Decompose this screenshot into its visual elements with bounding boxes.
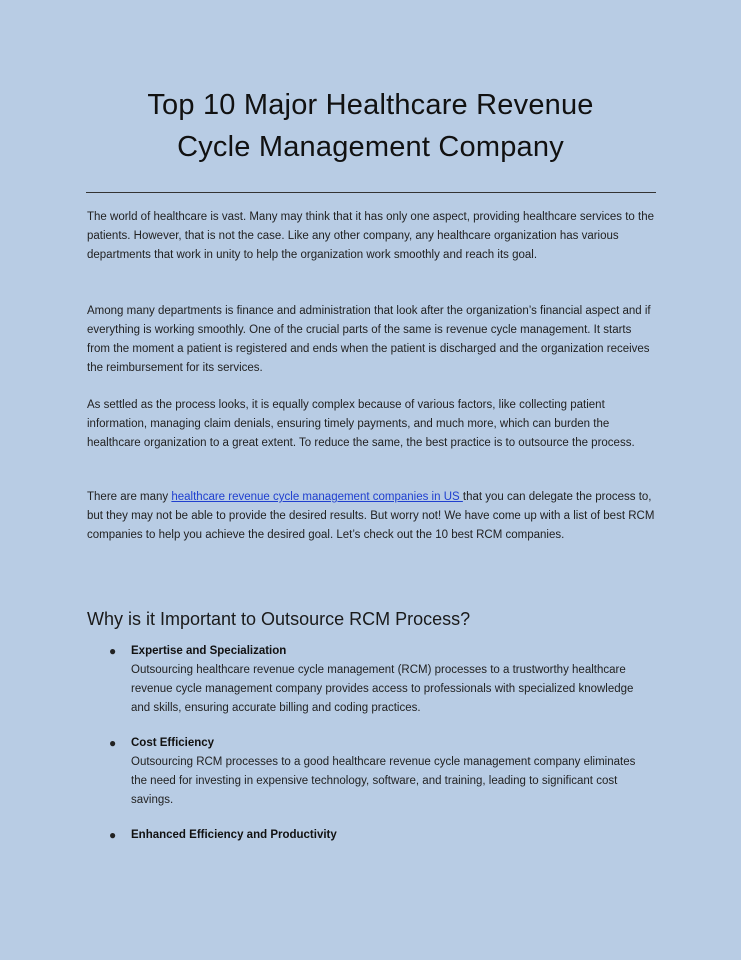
list-item: [109, 642, 651, 718]
title-divider: [86, 192, 656, 193]
paragraph-companies-rest: that you can delegate the process to, but they may not be able to provide the desired results. But worry not! We have come up with a list of best RCM companies to help you achieve the desired goal. Let’s check out the 10 best RCM companies.: [87, 491, 655, 541]
title-line-2: Cycle Management Company: [177, 131, 564, 163]
paragraph-companies: [87, 488, 655, 545]
title-line-1: Top 10 Major Healthcare Revenue: [147, 89, 594, 121]
paragraph-intro: The world of healthcare is vast. Many may think that it has only one aspect, providing healthcare services to the patients. However, that is not the case. Like any other company, any healthcare organization has various departments that work in unity to help the organization work smoothly and reach its goal.: [87, 211, 654, 261]
list-item-text: Outsourcing healthcare revenue cycle management (RCM) processes to a trustworthy healthcare revenue cycle management company provides access to professionals with specialized knowledge and skills, ensuring accurate billing and coding practices.: [131, 664, 634, 714]
bullet-icon: ●: [109, 736, 117, 750]
bullet-icon: ●: [109, 644, 117, 658]
list-item-heading: Expertise and Specialization: [131, 645, 287, 657]
section-heading: Why is it Important to Outsource RCM Process?: [87, 609, 471, 629]
paragraph-companies-lead: There are many: [87, 491, 172, 503]
list-item: [109, 734, 651, 810]
page-title: [60, 84, 681, 168]
list-item-text: Outsourcing RCM processes to a good healthcare revenue cycle management company eliminates the need for investing in expensive technology, software, and training, leading to significant cost savings.: [131, 756, 636, 806]
bullet-icon: ●: [109, 828, 117, 842]
list-item-heading: Cost Efficiency: [131, 737, 215, 749]
rcm-companies-link[interactable]: healthcare revenue cycle management companies in US: [171, 491, 463, 503]
list-item: [109, 826, 651, 845]
list-item-heading: Enhanced Efficiency and Productivity: [131, 829, 337, 841]
paragraph-complexity: As settled as the process looks, it is equally complex because of various factors, like collecting patient information, managing claim denials, ensuring timely payments, and much more, which can burden the healthcare organization to a great extent. To reduce the same, the best practice is to outsource the process.: [87, 399, 635, 449]
paragraph-finance: Among many departments is finance and administration that look after the organization’s financial aspect and if everything is working smoothly. One of the crucial parts of the same is revenue cycle management. It starts from the moment a patient is registered and ends when the patient is discharged and the organization receives the reimbursement for its services.: [87, 305, 651, 374]
